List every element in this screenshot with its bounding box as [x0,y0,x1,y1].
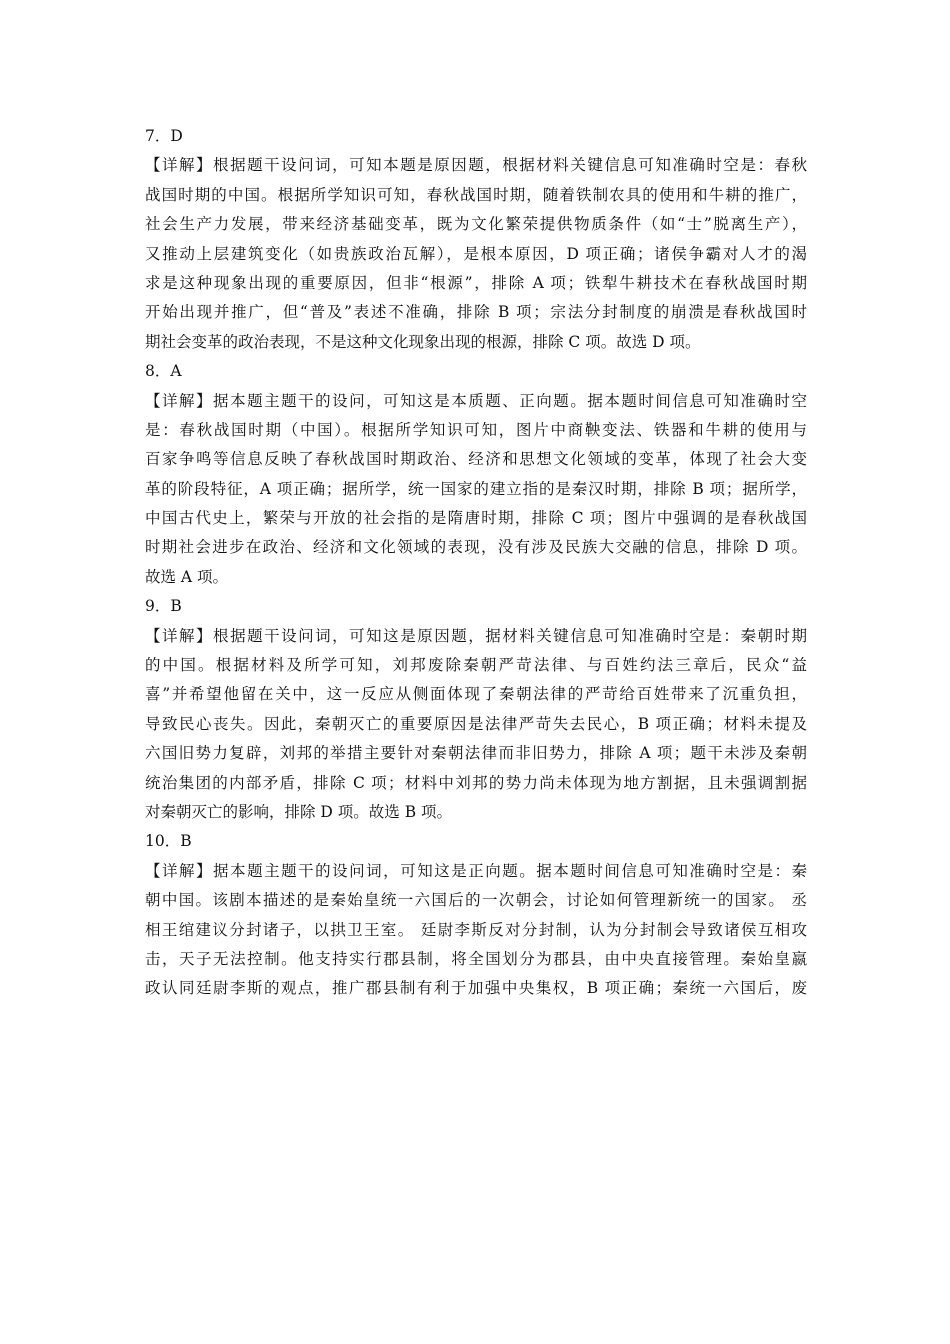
answer-block-7 [145,122,807,357]
explanation-line: 时期社会进步在政治、经济和文化领域的表现，没有涉及民族大交融的信息，排除 D 项。 [145,538,807,557]
explanation-line: 开始出现并推广，但“普及”表述不准确，排除 B 项；宗法分封制度的崩溃是春秋战国时 [145,303,807,322]
explanation-line: 中国古代史上，繁荣与开放的社会指的是隋唐时期，排除 C 项；图片中强调的是春秋战国 [145,509,807,528]
explanation-line: 【详解】根据题干设问词，可知这是原因题，据材料关键信息可知准确时空是：秦朝时期 [145,626,807,645]
explanation-line: 是：春秋战国时期（中国）。根据所学知识可知，图片中商鞅变法、铁器和牛耕的使用与 [145,420,807,439]
explanation-line: 朝中国。该剧本描述的是秦始皇统一六国后的一次朝会，讨论如何管理新统一的国家。 丞 [145,891,807,910]
explanation-line: 革的阶段特征，A 项正确；据所学，统一国家的建立指的是秦汉时期，排除 B 项；据所学， [145,479,807,498]
explanation-line: 统治集团的内部矛盾，排除 C 项；材料中刘邦的势力尚未体现为地方割据，且未强调割据 [145,773,807,792]
explanation-line: 百家争鸣等信息反映了春秋战国时期政治、经济和思想文化领域的变革，体现了社会大变 [145,450,807,469]
explanation-line: 求是这种现象出现的重要原因，但非“根源”，排除 A 项；铁犁牛耕技术在春秋战国时期 [145,273,807,292]
answer-block-8 [145,357,807,592]
explanation-line: 相王绾建议分封诸子，以拱卫王室。 廷尉李斯反对分封制，认为分封制会导致诸侯互相攻 [145,920,807,939]
explanation-line: 政认同廷尉李斯的观点，推广郡县制有利于加强中央集权，B 项正确；秦统一六国后，废 [145,979,807,998]
explanation-line: 六国旧势力复辟，刘邦的举措主要针对秦朝法律而非旧势力，排除 A 项；题干未涉及秦朝 [145,744,807,763]
explanation-line: 期社会变革的政治表现，不是这种文化现象出现的根源，排除 C 项。故选 D 项。 [145,332,701,351]
explanation-line: 导致民心丧失。因此，秦朝灭亡的重要原因是法律严苛失去民心，B 项正确；材料未提及 [145,714,807,733]
explanation-line: 喜”并希望他留在关中，这一反应从侧面体现了秦朝法律的严苛给百姓带来了沉重负担， [145,685,807,704]
explanation-line: 【详解】根据题干设问词，可知本题是原因题，根据材料关键信息可知准确时空是：春秋 [145,156,807,175]
explanation-line: 对秦朝灭亡的影响，排除 D 项。故选 B 项。 [145,802,453,821]
explanation-line: 社会生产力发展，带来经济基础变革，既为文化繁荣提供物质条件（如“士”脱离生产）， [145,215,807,234]
explanation-line: 又推动上层建筑变化（如贵族政治瓦解），是根本原因，D 项正确；诸侯争霸对人才的渴 [145,244,807,263]
question-number: 7．D [145,127,183,145]
question-number: 8．A [145,362,182,381]
document-page [145,122,807,1004]
answer-block-9 [145,592,807,827]
explanation-line: 击，天子无法控制。他支持实行郡县制，将全国划分为郡县，由中央直接管理。秦始皇嬴 [145,949,807,968]
explanation-line: 的中国。根据材料及所学可知，刘邦废除秦朝严苛法律、与百姓约法三章后，民众“益 [145,656,807,675]
question-number: 9．B [145,597,182,616]
question-number: 10．B [145,832,192,851]
answer-block-10 [145,827,807,1003]
explanation-line: 战国时期的中国。根据所学知识可知，春秋战国时期，随着铁制农具的使用和牛耕的推广， [145,185,807,204]
explanation-line: 【详解】据本题主题干的设问，可知这是本质题、正向题。据本题时间信息可知准确时空 [145,391,807,410]
explanation-line: 【详解】据本题主题干的设问词，可知这是正向题。据本题时间信息可知准确时空是：秦 [145,861,807,880]
explanation-line: 故选 A 项。 [145,567,229,586]
